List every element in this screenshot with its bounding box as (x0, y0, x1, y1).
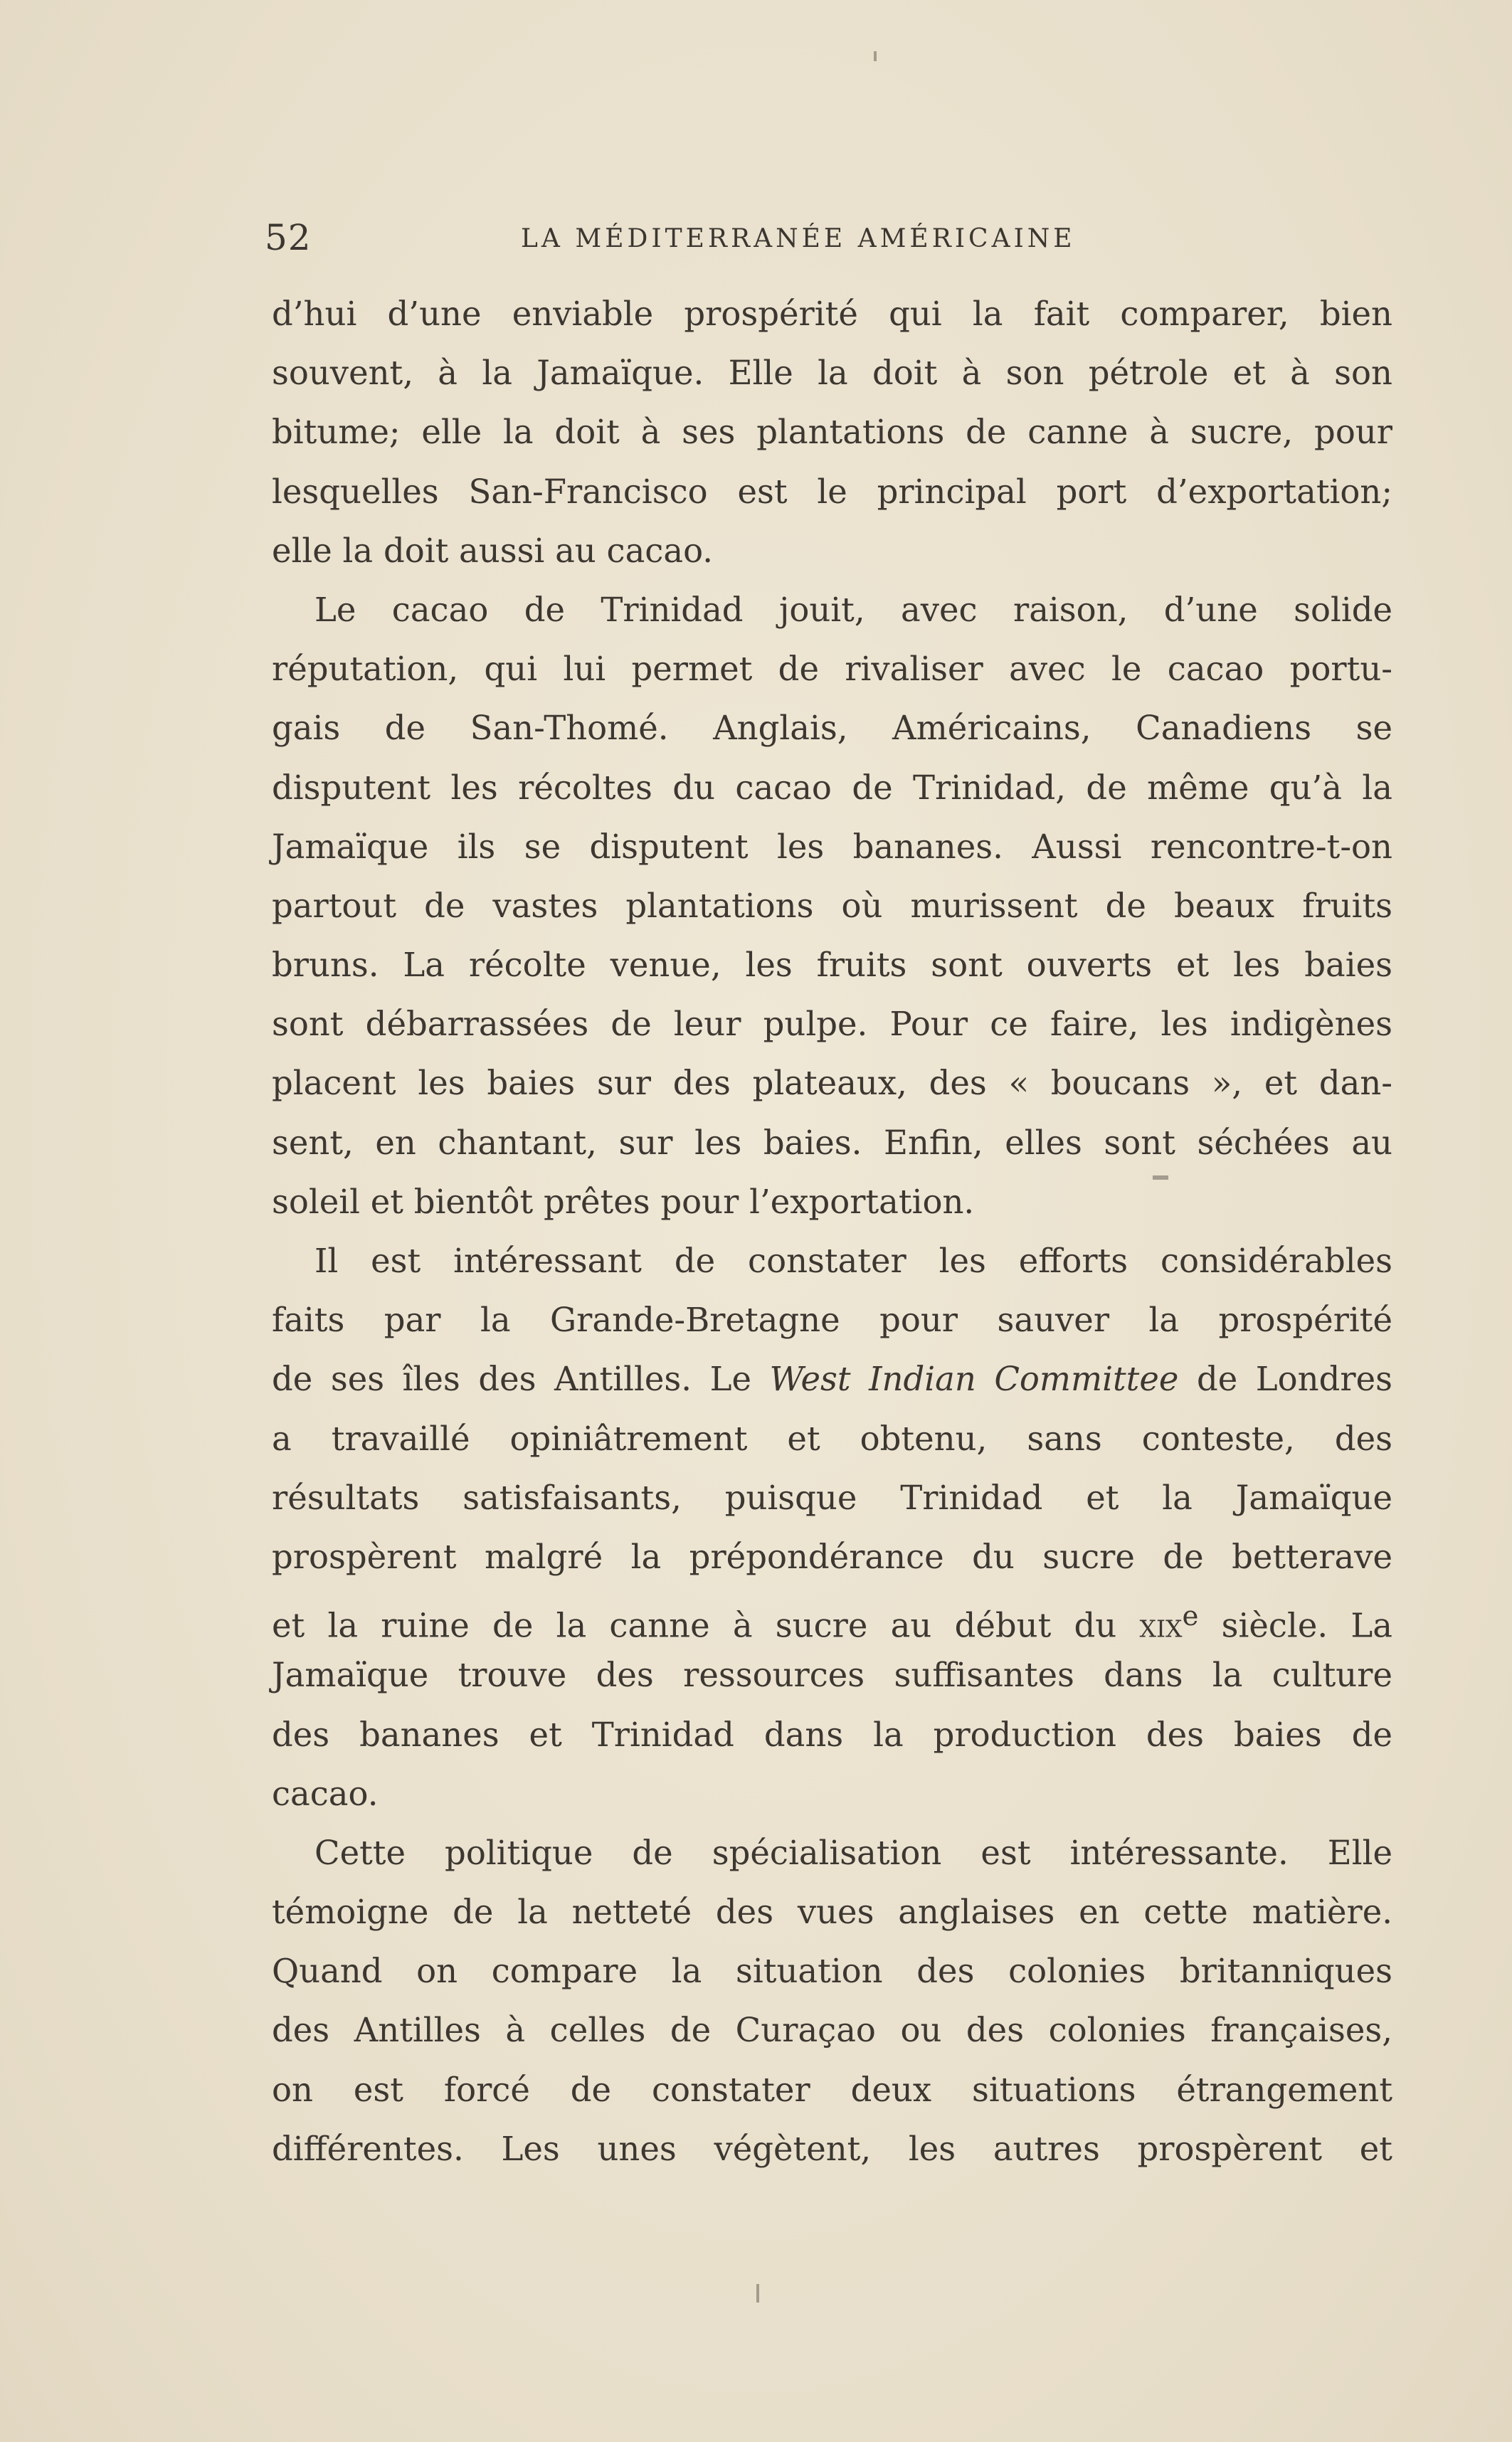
text-segment: de Londres (1178, 1360, 1392, 1399)
text-line: cacao. (272, 1774, 379, 1813)
text-line: différentes. Les unes végètent, les autres prospèrent et (272, 2129, 1392, 2168)
text-line: Le cacao de Trinidad jouit, avec raison, d’une solide (314, 590, 1392, 629)
text-line: des Antilles à celles de Curaçao ou des colonies françaises, (272, 2011, 1392, 2050)
text-segment: siècle. La (1198, 1606, 1392, 1645)
body-text (272, 285, 1392, 2179)
page-number: 52 (265, 217, 312, 258)
century-numeral: xix (1139, 1606, 1183, 1645)
text-line: lesquelles San-Francisco est le principal port d’exportation; (272, 472, 1392, 511)
text-line: Jamaïque trouve des ressources suffisantes dans la culture (272, 1656, 1392, 1695)
text-line: a travaillé opiniâtrement et obtenu, sans conteste, des (272, 1419, 1392, 1458)
ink-speck (874, 51, 877, 61)
text-line (272, 1350, 1392, 1409)
ink-speck (756, 2284, 759, 2303)
text-line: sont débarrassées de leur pulpe. Pour ce faire, les indigènes (272, 1005, 1392, 1044)
text-line: faits par la Grande-Bretagne pour sauver la prospérité (272, 1301, 1392, 1340)
text-line (272, 1587, 1392, 1646)
text-line: disputent les récoltes du cacao de Trinidad, de même qu’à la (272, 768, 1392, 807)
text-line: témoigne de la netteté des vues anglaises en cette matière. (272, 1893, 1392, 1932)
text-line: partout de vastes plantations où murissent de beaux fruits (272, 886, 1392, 925)
running-title: LA MÉDITERRANÉE AMÉRICAINE (521, 224, 1076, 253)
text-line: elle la doit aussi au cacao. (272, 531, 714, 570)
text-line: souvent, à la Jamaïque. Elle la doit à son pétrole et à son (272, 354, 1392, 393)
text-segment: de ses îles des Antilles. Le (272, 1360, 770, 1399)
text-line: Quand on compare la situation des colonies britanniques (272, 1952, 1392, 1991)
text-line: prospèrent malgré la prépondérance du sucre de betterave (272, 1537, 1392, 1576)
text-line: réputation, qui lui permet de rivaliser avec le cacao portu- (272, 650, 1392, 689)
ink-speck (1153, 1175, 1168, 1180)
text-line: on est forcé de constater deux situations étrangement (272, 2070, 1392, 2109)
italic-title: West Indian Committee (769, 1360, 1179, 1399)
century-suffix: e (1182, 1600, 1199, 1633)
text-segment: et la ruine de la canne à sucre au début du (272, 1606, 1140, 1645)
text-line: placent les baies sur des plateaux, des « boucans », et dan- (272, 1064, 1392, 1103)
text-line: bitume; elle la doit à ses plantations de canne à sucre, pour (272, 413, 1392, 452)
text-line: bruns. La récolte venue, les fruits sont ouverts et les baies (272, 946, 1392, 985)
text-line: Jamaïque ils se disputent les bananes. Aussi rencontre-t-on (272, 827, 1392, 866)
text-line: sent, en chantant, sur les baies. Enfin, elles sont séchées au (272, 1123, 1392, 1162)
text-line: Il est intéressant de constater les efforts considérables (314, 1242, 1392, 1280)
text-line: gais de San-Thomé. Anglais, Américains, Canadiens se (272, 709, 1392, 748)
text-line: soleil et bientôt prêtes pour l’exportation. (272, 1182, 975, 1221)
text-line: d’hui d’une enviable prospérité qui la fait comparer, bien (272, 295, 1392, 333)
text-line: des bananes et Trinidad dans la production des baies de (272, 1715, 1392, 1754)
text-line: résultats satisfaisants, puisque Trinidad et la Jamaïque (272, 1478, 1392, 1517)
page-header (265, 217, 1389, 267)
text-line: Cette politique de spécialisation est intéressante. Elle (314, 1833, 1392, 1872)
